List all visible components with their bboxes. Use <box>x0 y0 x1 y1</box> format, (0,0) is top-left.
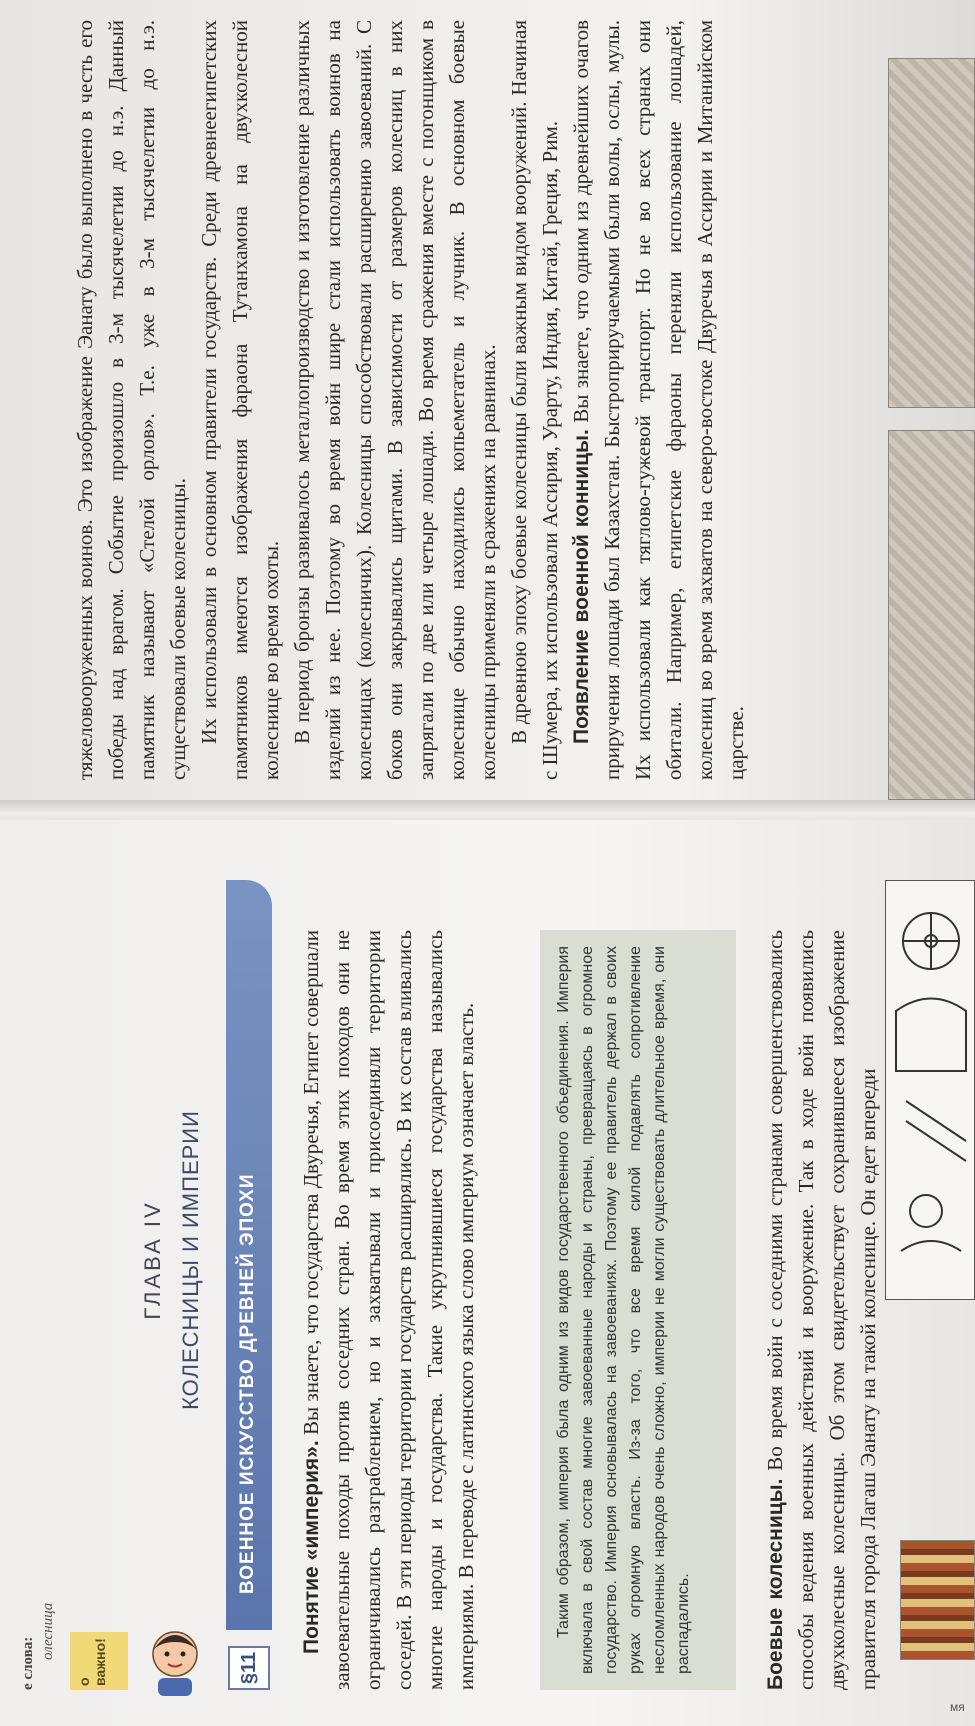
chariots-paragraph <box>760 930 884 1690</box>
chapter-header <box>140 830 204 1690</box>
section-number: §11 <box>228 1646 270 1690</box>
paragraph: В древнюю эпоху боевые колесницы были важным видом вооружений. Начиная с Шумера, их использовали Ассирия, Урарту, Индия, Китай, Греция, Рим. <box>507 20 562 780</box>
girl-avatar-icon <box>140 1620 210 1700</box>
paragraph-text: Во время войн с соседними странами совершенствовались способы ведения военных действий и вооружение. Так в ходе войн появились двухколесные колесницы. Об этом свидетельствует сохранившееся изображение правителя города Лагаш Эанату на такой колеснице. Он едет впереди <box>763 930 880 1690</box>
paragraph <box>566 20 752 780</box>
intro-paragraph <box>296 930 482 1690</box>
chariot-sketch <box>885 880 975 1300</box>
important-badge: о важно! <box>70 1632 128 1690</box>
keyword-entry <box>40 1460 70 1660</box>
page-footer: мя <box>950 1700 965 1714</box>
keyword-item: олесница <box>40 1602 56 1660</box>
right-page-text <box>70 20 752 780</box>
keywords-label: е слова: <box>20 1636 36 1690</box>
subheading: Боевые колесницы. <box>764 1478 787 1690</box>
mural-illustration <box>900 1540 975 1660</box>
right-page-content <box>70 20 850 780</box>
subheading: Появление военной конницы. <box>570 429 593 744</box>
paragraph-text: Вы знаете, что одним из древнейших очагов приручения лошади был Казахстан. Быстроприручаемыми были волы, ослы, мулы. Их использовали как тягловo-гужевой транспорт. Но не во всех странах они обитали. Например, египетские фараоны переняли использование лошадей, колесниц во время захватов на северо-востоке Двуречья в Ассирии и Митанийском царстве. <box>569 20 748 780</box>
section-header <box>220 830 278 1690</box>
chapter-number: ГЛАВА IV <box>140 1200 165 1320</box>
margin-notes <box>70 830 140 1690</box>
subheading: Понятие «империя». <box>300 1440 323 1654</box>
relief-illustration-top <box>888 58 975 408</box>
left-page-content <box>70 830 880 1690</box>
relief-illustration-bottom <box>888 430 975 800</box>
paragraph-text: Вы знаете, что государства Двуречья, Египет совершали завоевательные походы против соседних стран. Во время этих походов они не ограничивались разграблением, но и захватывали и присоединяли территории соседей. В эти периоды территории государств расширялись. В их состав вливались многие народы и государства. Такие укрупнившиеся государства назывались империями. В переводе с латинского языка слово империум означает власть. <box>299 930 478 1690</box>
summary-note-box <box>540 930 736 1690</box>
paragraph: тяжеловооруженных воинов. Это изображение Эанату было выполнено в честь его победы над врагом. Событие произошло в 3-м тысячелетии до н.э. Данный памятник называют «Стелой орлов». Т.е. уже в 3-м тысячелетии до н.э. существовали боевые колесницы. <box>73 20 190 780</box>
note-text: Таким образом, империя была одним из видов государственного объединения. Империя включала в свой состав многие завоеванные народы и страны, превращаясь в огромное государство. Империя основывалась на завоеваниях. Поэтому ее правитель держал в своих руках огромную власть. Из-за того, что все время силой подавлять сопротивление несломленных народов очень сложно, империи не могли существовать длительное время, они распадались. <box>555 946 692 1674</box>
chapter-title: КОЛЕСНИЦЫ И ИМПЕРИИ <box>178 1110 203 1410</box>
section-title: ВОЕННОЕ ИСКУССТВО ДРЕВНЕЙ ЭПОХИ <box>226 880 272 1630</box>
paragraph: В период бронзы развивалось металлопроизводство и изготовление различных изделий из нее. Поэтому во время войн шире стали использовать воинов на колесницах (колесничих). Колесницы способствовали расширению завоеваний. С боков они закрывались щитами. В зависимости от размеров колесниц в них запрягали по две или четыре лошади. Во время сражения вместе с погонщиком в колеснице обычно находились копьеметатель и лучник. В основном боевые колесницы применяли в сражениях на равнинах. <box>290 20 500 780</box>
paragraph: Их использовали в основном правители государств. Среди древнеегипетских памятников имеются изображения фараона Тутанхамона на двухколесной колеснице во время охоты. <box>197 20 283 780</box>
